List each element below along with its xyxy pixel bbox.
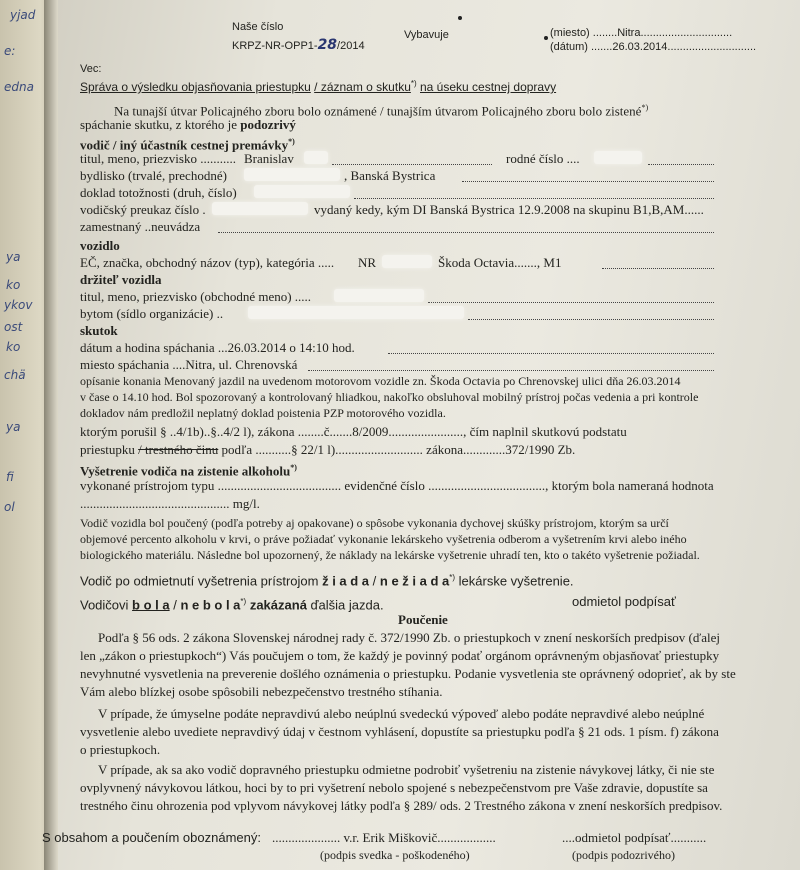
- our-number-label: Naše číslo: [232, 21, 284, 33]
- vehicle-plate: NR: [358, 255, 377, 270]
- offence-date: dátum a hodina spáchania ...26.03.2014 o 14:10 hod.: [80, 340, 355, 355]
- margin-scribble: ya: [6, 420, 21, 434]
- dotted-leader: [388, 352, 714, 354]
- redaction: [334, 289, 424, 302]
- offence-description-2: v čase o 14.10 hod. Bol spozorovaný a kontrolovaný hliadkou, nakoľko obsluhoval mobilný prístroj počas vedenia a pri kontrole: [80, 390, 699, 404]
- dotted-leader: [468, 318, 714, 320]
- breached-law-line: ktorým porušil § ..4/1b)..§..4/2 l), zákona ........č.......8/2009......................., čím naplnil skutkovú podstatu: [80, 424, 627, 439]
- licence-value: vydaný kedy, kým DI Banská Bystrica 12.9.2008 na skupinu B1,B,AM......: [314, 202, 704, 217]
- punch-mark: [458, 16, 462, 20]
- acknowledgement-label: S obsahom a poučením oboznámený:: [42, 830, 261, 845]
- vehicle-heading: vozidlo: [80, 238, 120, 253]
- instruction-text-10: trestného činu ohrozenia pod vplyvom návykovej látky podľa § 289/ ods. 2 Trestného zákona v znení neskorších predpisov.: [80, 798, 723, 813]
- redaction: [594, 151, 642, 164]
- alcohol-heading: Vyšetrenie vodiča na zistenie alkoholu*): [80, 463, 297, 479]
- our-number-value: KRPZ-NR-OPP1-28/2014: [232, 37, 365, 53]
- refusal-line: Vodič po odmietnutí vyšetrenia prístrojom ž i a d a / n e ž i a d a*) lekárske vyšetrenie.: [80, 573, 574, 589]
- dotted-leader: [462, 180, 714, 182]
- dotted-leader: [218, 231, 714, 233]
- instruction-text-1: Podľa § 56 ods. 2 zákona Slovenskej národnej rady č. 372/1990 Zb. o priestupkoch v znení neskorších predpisov (ďalej: [98, 630, 721, 645]
- margin-scribble: edna: [4, 80, 34, 94]
- dotted-leader: [308, 369, 714, 371]
- alcohol-value-line: .............................................. mg/l.: [80, 496, 260, 511]
- suspect-signature: ....odmietol podpísať...........: [562, 830, 707, 845]
- margin-scribble: ykov: [4, 298, 33, 312]
- margin-scribble: ol: [4, 500, 15, 514]
- date-field: (dátum) .......26.03.2014.............................: [550, 41, 757, 53]
- refused-to-sign-note: odmietol podpísať: [572, 594, 676, 609]
- margin-scribble: yjad: [10, 8, 36, 22]
- suspect-caption: (podpis podozrivého): [572, 848, 675, 862]
- vehicle-label: EČ, značka, obchodný názov (typ), kategória .....: [80, 255, 335, 270]
- margin-scribble: chä: [4, 368, 26, 382]
- redaction: [382, 255, 432, 268]
- employed-field: zamestnaný ..neuvádza: [80, 219, 201, 234]
- subject-line: Správa o výsledku objasňovania priestupku / záznam o skutku*) na úseku cestnej dopravy: [80, 79, 557, 94]
- offence-heading: skutok: [80, 323, 118, 338]
- margin-scribble: ko: [6, 278, 21, 292]
- intro-line-1: Na tunajší útvar Policajného zboru bolo oznámené / tunajším útvarom Policajného zboru bolo zistené*): [114, 103, 649, 119]
- birth-number-label: rodné číslo ....: [506, 151, 580, 166]
- margin-scribble: e:: [4, 44, 16, 58]
- dotted-leader: [602, 267, 714, 269]
- witness-signature: ..................... v.r. Erik Miškovič..................: [272, 830, 496, 845]
- licence-label: vodičský preukaz číslo .: [80, 202, 206, 217]
- instruction-title: Poučenie: [398, 612, 448, 627]
- offence-type-line: priestupku / trestného činu podľa ...........§ 22/1 l)........................... zákona.............372/1990 Zb.: [80, 442, 576, 457]
- dotted-leader: [354, 197, 714, 199]
- instruction-para-3: biologického materiálu. Následne bol upozornený, že náklady na lekárske vyšetrenie uhradí ten, kto o takéto vyšetrenie požiadal.: [80, 548, 700, 562]
- residence-label: bydlisko (trvalé, prechodné): [80, 168, 227, 183]
- instruction-text-3: nevyhnutné vysvetlenia na preverenie došlého oznámenia o priestupku. Podanie vysvetlenia ste oprávnený odoprieť, ak by ste: [80, 666, 736, 681]
- offence-description-1: opísanie konania Menovaný jazdil na uvedenom motorovom vozidle zn. Škoda Octavia po Chrenovskej ulici dňa 26.03.2014: [80, 374, 681, 388]
- holder-name-label: titul, meno, priezvisko (obchodné meno) .....: [80, 289, 312, 304]
- subject-label: Vec:: [80, 63, 102, 75]
- instruction-para-2: objemové percento alkoholu v krvi, o práve požiadať vykonanie lekárskeho vyšetrenia odberom a vyšetrením krvi alebo iného: [80, 532, 687, 546]
- margin-scribble: ost: [4, 320, 23, 334]
- offence-place: miesto spáchania ....Nitra, ul. Chrenovská: [80, 357, 298, 372]
- vehicle-make: Škoda Octavia......., M1: [438, 255, 562, 270]
- handler-label: Vybavuje: [404, 29, 449, 41]
- driver-name-label: titul, meno, priezvisko ...........: [80, 151, 236, 166]
- redaction: [248, 306, 464, 319]
- redaction: [244, 168, 340, 181]
- instruction-text-5: V prípade, že úmyselne podáte nepravdivú alebo neúplnú svedeckú výpoveď alebo podáte nepravdivé alebo neúplné: [98, 706, 705, 721]
- offence-description-3: dokladov nám predložil neplatný doklad poistenia PZP motorového vozidla.: [80, 406, 446, 420]
- instruction-text-7: o priestupkoch.: [80, 742, 161, 757]
- holder-heading: držiteľ vozidla: [80, 272, 162, 287]
- holder-address-label: bytom (sídlo organizácie) ..: [80, 306, 224, 321]
- instruction-text-4: Vám alebo blízkej osobe spôsobili nebezpečenstvo trestného stíhania.: [80, 684, 443, 699]
- handwritten-number: 28: [317, 37, 338, 53]
- instruction-text-9: ovplyvnený návykovou látkou, hoci by to pri vyšetrení nebolo spojené s nebezpečenstvom pre Vaše zdravie, dopustíte sa: [80, 780, 708, 795]
- residence-value: , Banská Bystrica: [344, 168, 436, 183]
- margin-scribble: ya: [6, 250, 21, 264]
- witness-caption: (podpis svedka - poškodeného): [320, 848, 470, 862]
- dotted-leader: [428, 301, 714, 303]
- margin-scribble: ko: [6, 340, 21, 354]
- dotted-leader: [332, 163, 492, 165]
- intro-line-2: spáchanie skutku, z ktorého je podozrivý: [80, 117, 296, 132]
- driving-ban-line: Vodičovi b o l a / n e b o l a*) zakázaná ďalšia jazda.: [80, 597, 384, 613]
- instruction-text-8: V prípade, ak sa ako vodič dopravného priestupku odmietne podrobiť vyšetreniu na zistenie návykovej látky, či nie ste: [98, 762, 715, 777]
- id-document-label: doklad totožnosti (druh, číslo): [80, 185, 237, 200]
- margin-scribble: fi: [6, 470, 14, 484]
- form-sheet: [42, 0, 800, 870]
- instruction-para-1: Vodič vozidla bol poučený (podľa potreby aj opakovane) o spôsobe vykonania dychovej skúšky prístrojom, ktorým sa určí: [80, 516, 669, 530]
- alcohol-device-line: vykonané prístrojom typu ...................................... evidenčné číslo ...................................., ktorým bola nameraná hodnota: [80, 478, 714, 493]
- instruction-text-6: vysvetlenie alebo uvediete nepravdivý údaj v čestnom vyhlásení, dopustíte sa priestupku podľa § 21 ods. 1 písm. f) zákona: [80, 724, 719, 739]
- dotted-leader: [648, 163, 714, 165]
- instruction-text-2: len „zákon o priestupkoch“) Vás poučujem o tom, že každý je povinný podať orgánom oprávneným objasňovať priestupky: [80, 648, 720, 663]
- redaction: [304, 151, 328, 164]
- punch-mark: [544, 36, 548, 40]
- driver-heading: vodič / iný účastník cestnej premávky*): [80, 137, 295, 153]
- redaction: [254, 185, 350, 198]
- driver-name-value: Branislav: [244, 151, 294, 166]
- place-field: (miesto) ........Nitra..............................: [550, 27, 733, 39]
- redaction: [212, 202, 308, 215]
